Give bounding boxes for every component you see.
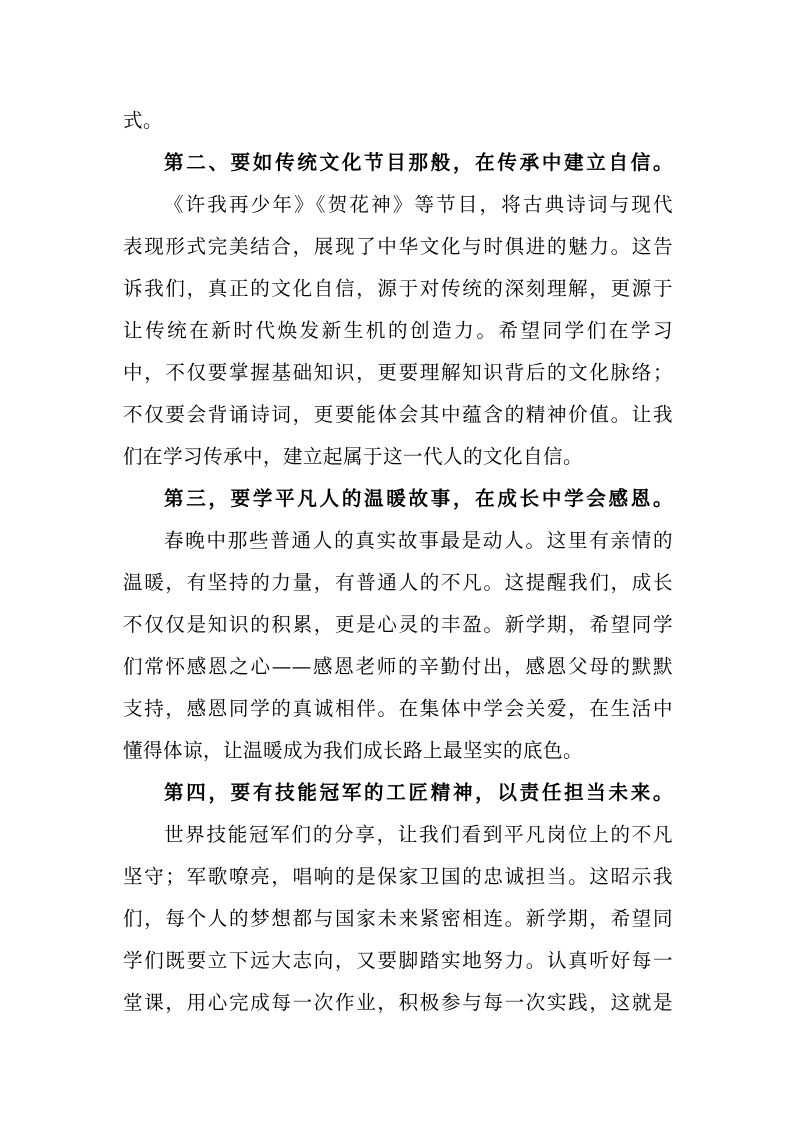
text-line: 懂得体谅，让温暖成为我们成长路上最坚实的底色。 — [123, 739, 584, 762]
text-line: 们常怀感恩之心——感恩老师的辛勤付出，感恩父母的默默 — [123, 655, 673, 678]
section-heading: 第二、要如传统文化节目那般，在传承中建立自信。 — [164, 151, 673, 174]
text-line: 们在学习传承中，建立起属于这一代人的文化自信。 — [123, 445, 584, 468]
text-line: 《许我再少年》《贺花神》等节目，将古典诗词与现代 — [164, 193, 673, 216]
section-heading: 第三，要学平凡人的温暖故事，在成长中学会感恩。 — [164, 487, 673, 510]
text-line: 温暖，有坚持的力量，有普通人的不凡。这提醒我们，成长 — [123, 571, 673, 594]
text-line: 支持，感恩同学的真诚相伴。在集体中学会关爱，在生活中 — [123, 697, 673, 720]
text-line: 坚守；军歌嘹亮，唱响的是保家卫国的忠诚担当。这昭示我 — [123, 865, 673, 888]
text-line: 不仅要会背诵诗词，更要能体会其中蕴含的精神价值。让我 — [123, 403, 673, 426]
text-line: 让传统在新时代焕发新生机的创造力。希望同学们在学习 — [123, 319, 673, 342]
text-line: 中，不仅要掌握基础知识，更要理解知识背后的文化脉络； — [123, 361, 673, 384]
text-line: 学们既要立下远大志向，又要脚踏实地努力。认真听好每一 — [123, 949, 673, 972]
text-line: 诉我们，真正的文化自信，源于对传统的深刻理解，更源于 — [123, 277, 673, 300]
text-line: 们，每个人的梦想都与国家未来紧密相连。新学期，希望同 — [123, 907, 673, 930]
text-line: 堂课，用心完成每一次作业，积极参与每一次实践，这就是 — [123, 991, 673, 1014]
text-line: 不仅仅是知识的积累，更是心灵的丰盈。新学期，希望同学 — [123, 613, 673, 636]
text-line: 世界技能冠军们的分享，让我们看到平凡岗位上的不凡 — [164, 823, 673, 846]
text-line: 表现形式完美结合，展现了中华文化与时俱进的魅力。这告 — [123, 235, 673, 258]
section-heading: 第四，要有技能冠军的工匠精神，以责任担当未来。 — [164, 781, 673, 804]
text-line: 春晚中那些普通人的真实故事最是动人。这里有亲情的 — [164, 529, 673, 552]
text-line: 式。 — [123, 109, 164, 132]
